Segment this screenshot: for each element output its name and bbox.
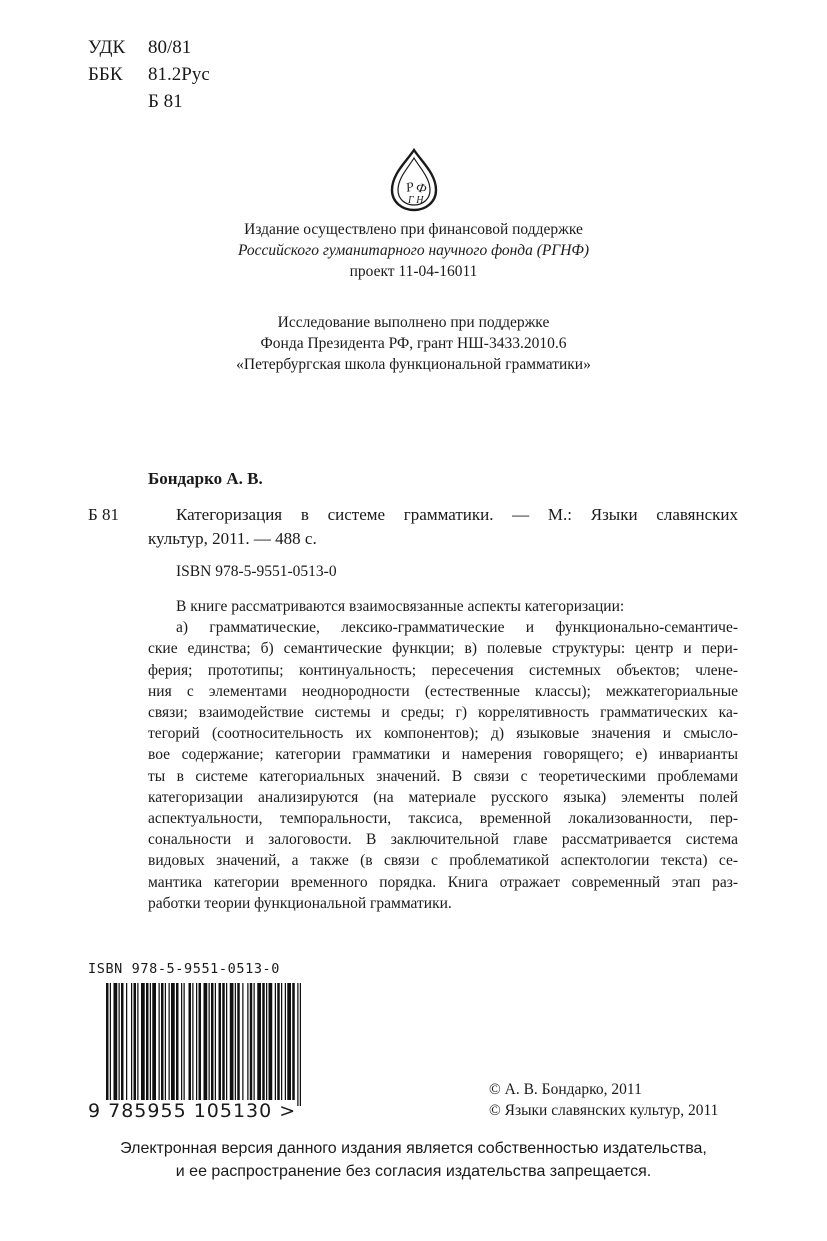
barcode-bar [219,983,222,1106]
barcode-bar [269,983,273,1106]
svg-text:Ф: Ф [414,179,428,197]
classification-block [88,34,210,115]
support-line-1: Исследование выполнено при поддержке [277,314,550,331]
author-mark-key [88,88,148,115]
barcode-bar [134,983,137,1106]
barcode-bar [222,983,225,1106]
abstract-line: а) грамматические, лексико-грамматические и функционально-семантиче- [176,619,738,637]
udk-key: УДК [88,37,126,58]
barcode-bar [141,983,145,1106]
catalog-call-number: Б 81 [88,505,120,524]
barcode-bar [250,983,253,1106]
barcode-bar [110,983,111,1106]
author-mark-row [88,88,210,115]
barcode-bar [171,983,175,1106]
catalog-title [148,503,738,551]
barcode-bar [150,983,151,1106]
abstract-block [148,596,738,914]
support-line-3: «Петербургская школа функциональной грамматики» [236,356,591,373]
abstract-line: мантика категории временного порядка. Книга отражает современный этап раз- [148,873,738,891]
barcode-bar [247,983,248,1106]
barcode-bar [209,983,210,1106]
copyright-author: © А. В. Бондарко, 2011 [489,1081,642,1098]
support-line-2: Фонда Президента РФ, грант НШ-3433.2010.6 [260,335,567,352]
barcode-bar [287,983,291,1106]
barcode-bar [277,983,280,1106]
barcode-isbn-text: ISBN 978-5-9551-0513-0 [88,961,281,977]
barcode-bar [211,983,214,1106]
barcode-bar [146,983,149,1106]
abstract-line: В книге рассматриваются взаимосвязанные аспекты категоризации: [176,598,625,615]
barcode-bar [230,983,234,1106]
abstract-line: ния с элементами неоднородности (естественные классы); межкатегориальные [148,682,738,700]
barcode-bar [204,983,208,1106]
notice-line-2: и ее распространение без согласия издательства запрещается. [175,1163,652,1180]
udk-row [88,34,210,61]
barcode-bar [119,983,120,1106]
abstract-line: работки теории функциональной грамматики. [148,894,452,912]
barcode-bar [159,983,160,1106]
barcode-bar [165,983,166,1106]
barcode-bar [281,983,282,1106]
abstract-line: ты в системе категориальных значений. В связи с теоретическими проблемами [148,767,738,785]
abstract-line: аспектуальности, темпоральности, таксиса, временной локализованности, пер- [148,810,738,828]
barcode-bar [237,983,240,1106]
barcode-bar [131,983,132,1106]
barcode-bar [275,983,276,1106]
barcode-bar [266,983,267,1106]
barcode-bar [199,983,202,1106]
abstract-line: ские единства; б) семантические функции; в) полевые структуры: центр и пери- [148,640,738,658]
notice-line-1: Электронная версия данного издания является собственностью издательства, [120,1140,707,1157]
barcode-bar [196,983,197,1106]
svg-text:Г Н: Г Н [408,195,424,206]
abstract-line: ферия; прототипы; континуальность; пересечения системных объектов; члене- [148,661,738,679]
barcode-bar [292,983,295,1106]
bbk-key: ББК [88,64,123,85]
abstract-line: вое содержание; категории грамматики и намерения говорящего; е) инварианты [148,746,738,764]
barcode-bar [300,983,301,1106]
barcode-bar [106,983,109,1106]
svg-text:Р: Р [404,178,416,195]
bbk-value: 81.2Рус [148,64,210,85]
abstract-line: связи; взаимодействие системы и среды; г) коррелятивность грамматических ка- [148,704,738,722]
barcode-bar [262,983,265,1106]
abstract-line: тегорий (соотносительность их компонентов); д) языковые значения и смысло- [148,725,738,743]
funding-line-3: проект 11-04-16011 [349,263,478,280]
abstract-line: сональности и залоговости. В заключительной главе рассматривается система [148,831,738,849]
barcode-bar [184,983,185,1106]
copyright-publisher: © Языки славянских культур, 2011 [489,1102,719,1119]
rgnf-logo-icon [386,148,442,212]
abstract-line: категоризации анализируются (на материале русского языка) элементы полей [148,788,738,806]
barcode-bar [254,983,255,1106]
udk-value: 80/81 [148,37,192,58]
barcode-bar [114,983,118,1106]
barcode-bar [285,983,286,1106]
barcode-bar [181,983,182,1106]
catalog-isbn: ISBN 978-5-9551-0513-0 [176,563,337,580]
catalog-title-line-2: культур, 2011. — 488 с. [148,529,317,548]
barcode-icon [106,983,302,1106]
catalog-title-line-1: Категоризация в системе грамматики. — М.: Языки славянских [176,505,738,524]
barcode-digits: 9 785955 105130 > [88,1100,297,1122]
barcode-bar [297,983,298,1106]
funding-line-2: Российского гуманитарного научного фонда (РГНФ) [237,242,590,259]
barcode-bar [169,983,170,1106]
barcode-bar [137,983,138,1106]
electronic-version-notice [0,1137,827,1183]
barcode-bar [235,983,236,1106]
barcode-bar [126,983,127,1106]
barcode-bar [152,983,156,1106]
barcode-bar [257,983,261,1106]
abstract-line: видовых значений, а также (в связи с проблематикой аспектологии текста) се- [148,852,738,870]
barcode-bar [176,983,179,1106]
barcode-bar [192,983,193,1106]
catalog-author: Бондарко А. В. [148,469,263,488]
copyright-block [489,1079,718,1121]
funding-block [0,219,827,282]
funding-line-1: Издание осуществлено при финансовой поддержке [244,221,583,238]
barcode-bar [189,983,192,1106]
author-mark-value: Б 81 [148,91,183,112]
barcode-bar [215,983,216,1106]
bbk-row [88,61,210,88]
barcode-bar [161,983,164,1106]
support-block [0,312,827,375]
barcode-bar [121,983,124,1106]
barcode-bar [242,983,243,1106]
barcode-bar [226,983,227,1106]
